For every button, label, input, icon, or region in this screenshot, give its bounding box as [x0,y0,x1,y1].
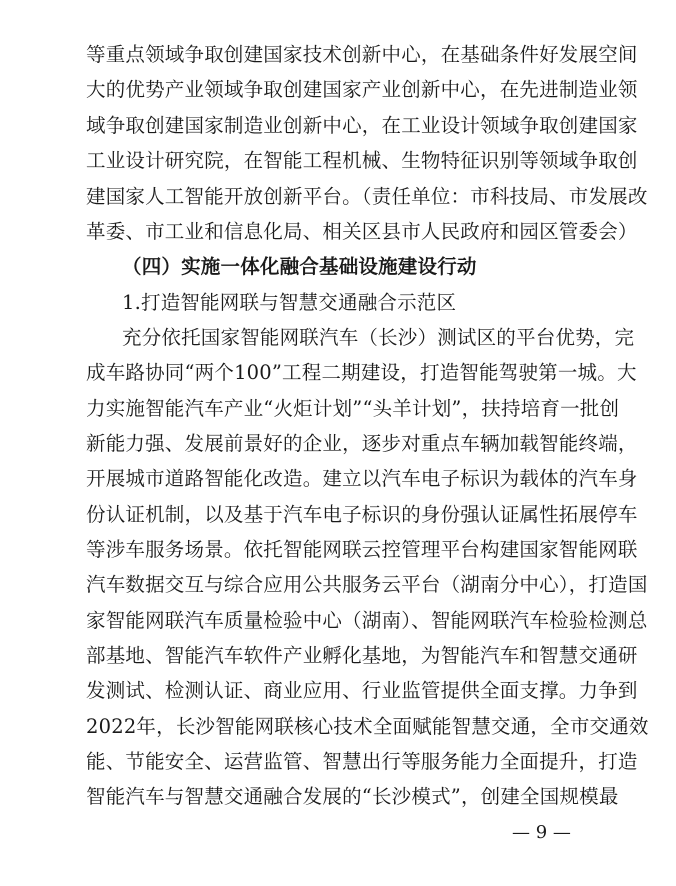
body-line-14: 份认证机制，以及基于汽车电子标识的身份强认证属性拓展停车 [86,503,638,526]
body-line-18: 部基地、智能汽车软件产业孵化基地，为智能汽车和智慧交通研 [86,644,638,667]
body-line-5: 建国家人工智能开放创新平台。（责任单位：市科技局、市发展改 [86,185,648,208]
body-line-17: 家智能网联汽车质量检验中心（湖南）、智能网联汽车检验检测总 [86,609,648,632]
body-line-3: 域争取创建国家制造业创新中心，在工业设计领域争取创建国家 [86,114,638,137]
body-line-21: 能、节能安全、运营监管、智慧出行等服务能力全面提升，打造 [86,750,638,773]
body-line-22: 智能汽车与智慧交通融合发展的“长沙模式”，创建全国规模最 [86,785,619,808]
body-line-1: 等重点领域争取创建国家技术创新中心，在基础条件好发展空间 [86,43,638,66]
page-number: — 9 — [512,822,571,843]
subsection-heading: 1.打造智能网联与智慧交通融合示范区 [122,291,457,314]
body-line-13: 开展城市道路智能化改造。建立以汽车电子标识为载体的汽车身 [86,467,638,490]
body-line-16: 汽车数据交互与综合应用公共服务云平台（湖南分中心），打造国 [86,573,648,596]
body-line-19: 发测试、检测认证、商业应用、行业监管提供全面支撑。力争到 [86,679,638,702]
body-line-4: 工业设计研究院，在智能工程机械、生物特征识别等领域争取创 [86,149,638,172]
section-heading: （四）实施一体化融合基础设施建设行动 [122,255,477,278]
body-line-6: 革委、市工业和信息化局、相关区县市人民政府和园区管委会） [86,220,638,243]
body-line-10: 成车路协同“两个100”工程二期建设，打造智能驾驶第一城。大 [86,361,637,384]
body-line-9: 充分依托国家智能网联汽车（长沙）测试区的平台优势，完 [122,326,635,349]
body-line-2: 大的优势产业领域争取创建国家产业创新中心，在先进制造业领 [86,78,638,101]
body-line-12: 新能力强、发展前景好的企业，逐步对重点车辆加载智能终端， [86,432,638,455]
body-line-11: 力实施智能汽车产业“火炬计划”“头羊计划”，扶持培育一批创 [86,397,620,420]
body-line-20: 2022年，长沙智能网联核心技术全面赋能智慧交通，全市交通效 [86,715,649,738]
body-line-15: 等涉车服务场景。依托智能网联云控管理平台构建国家智能网联 [86,538,638,561]
